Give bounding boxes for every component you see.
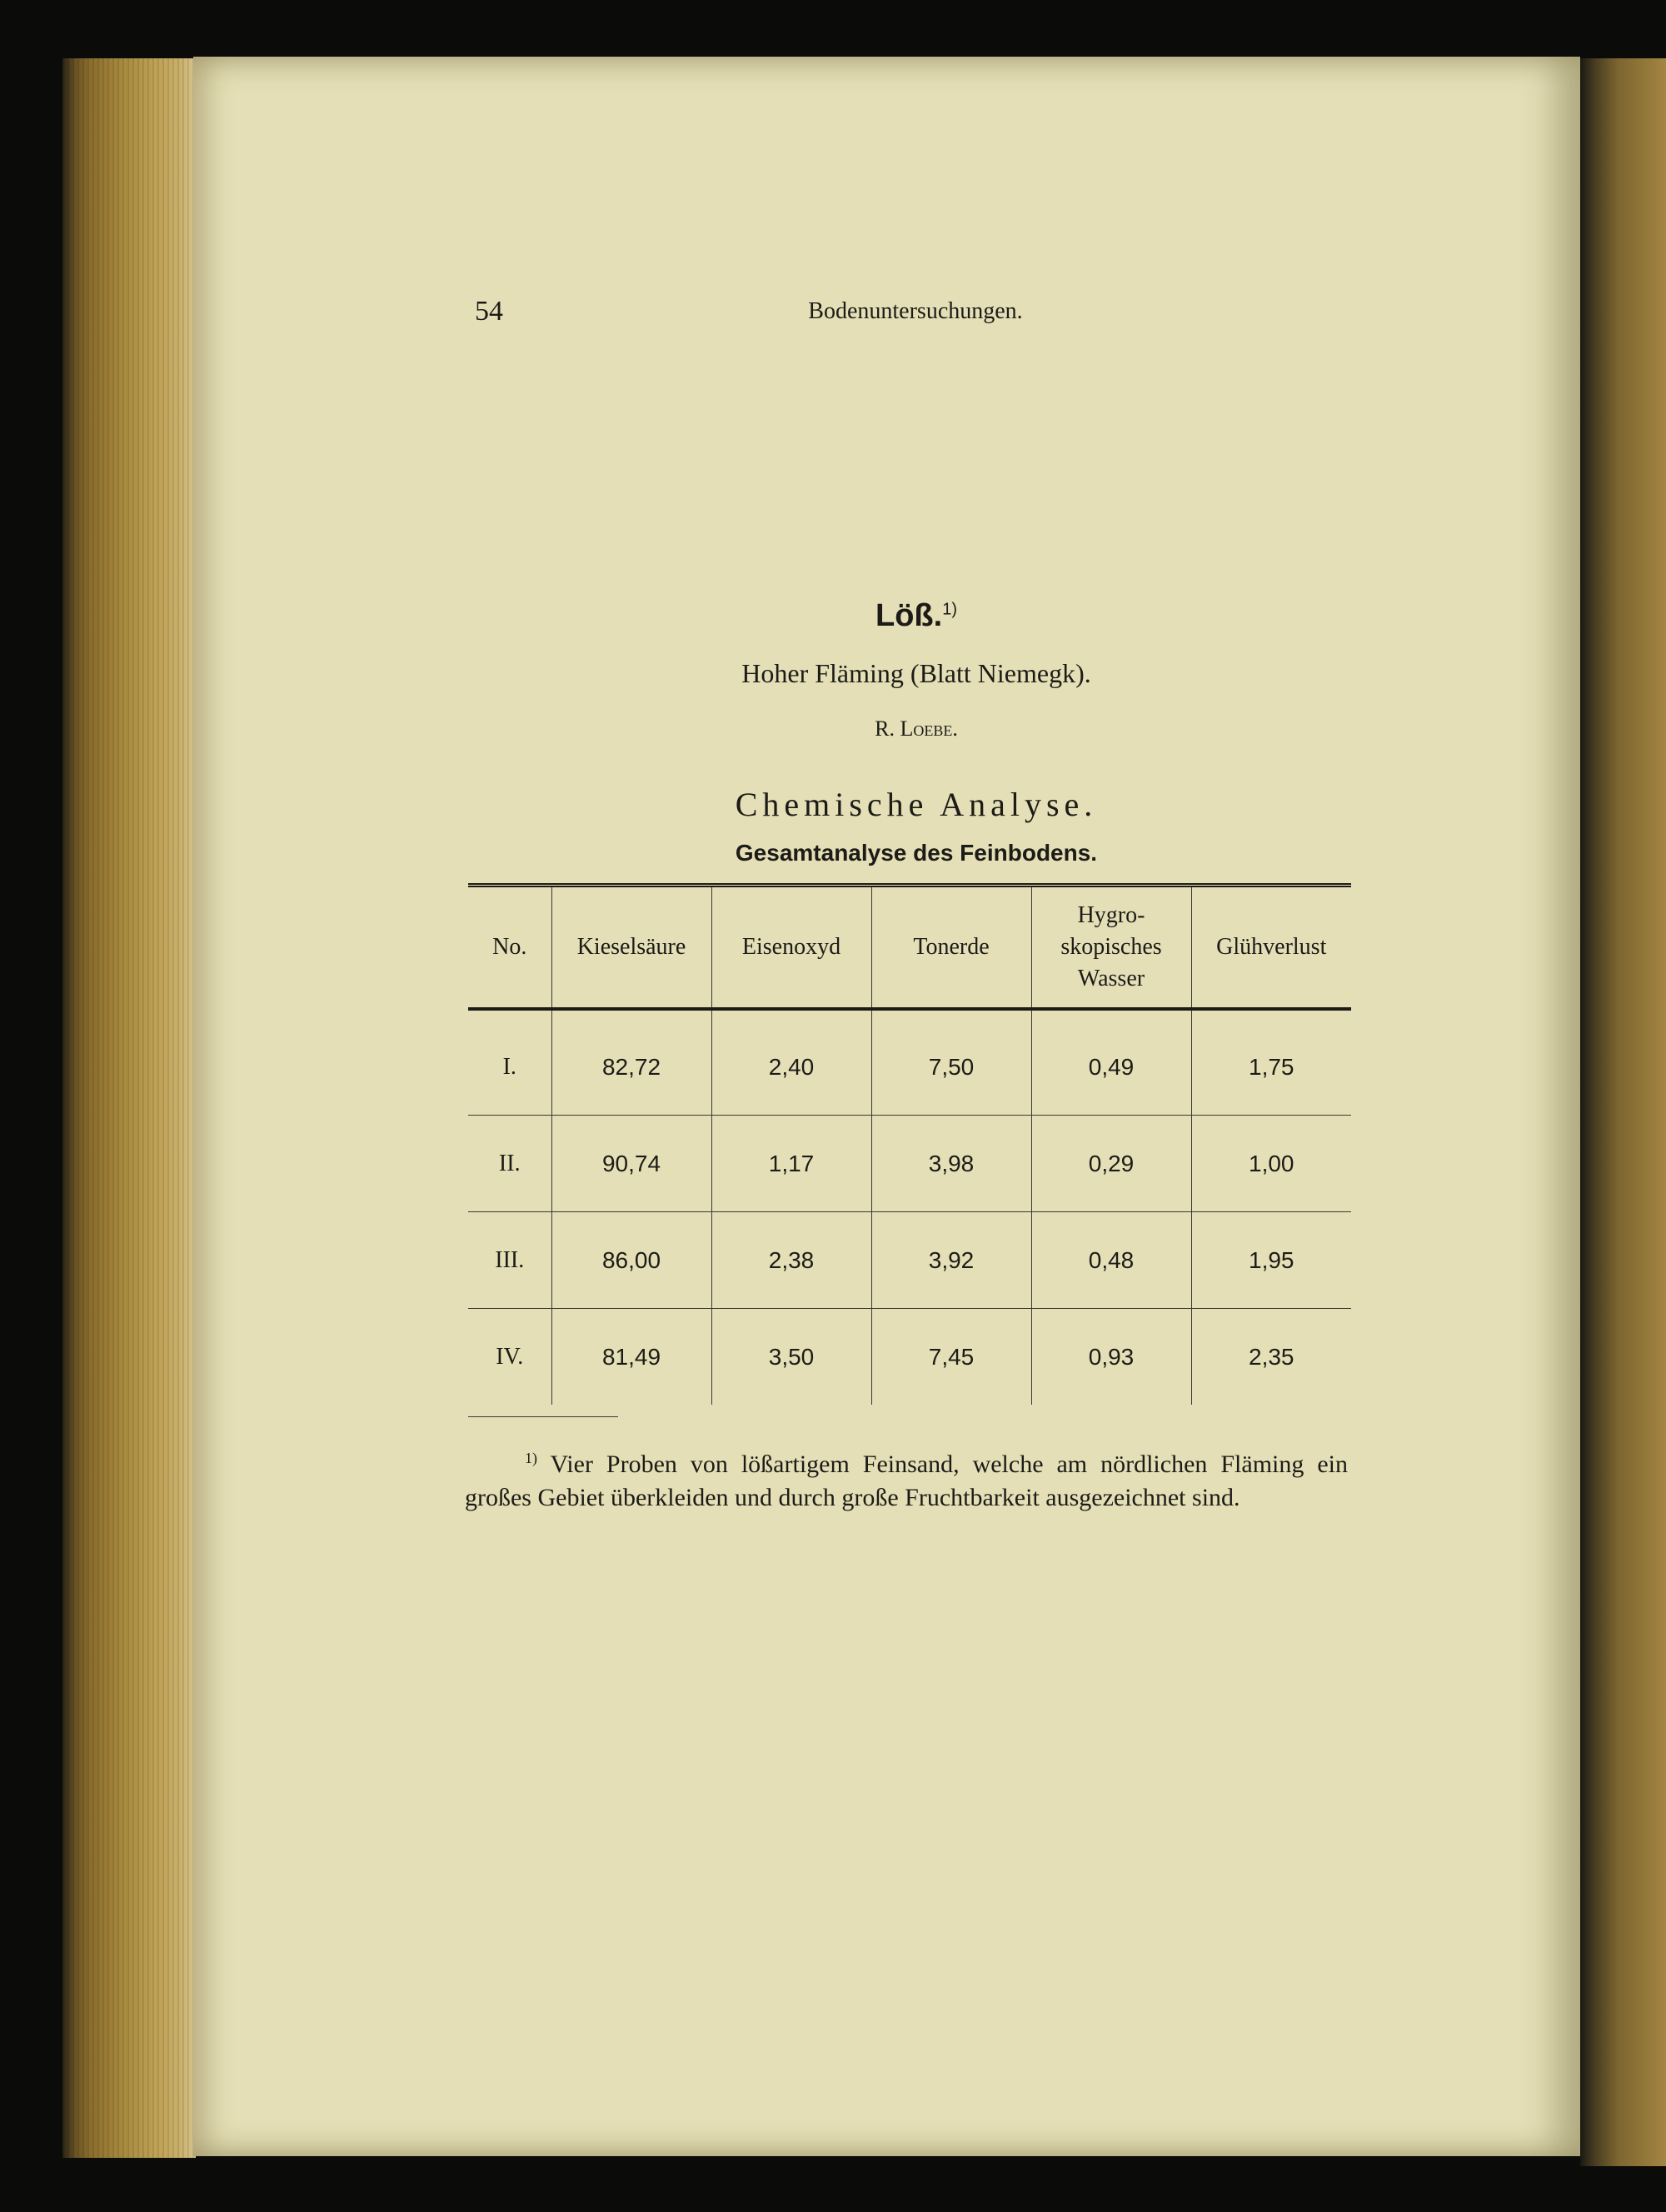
table-cell: 3,92 [871, 1212, 1031, 1309]
table-cell: IV. [468, 1309, 551, 1406]
analysis-subheading: Gesamtanalyse des Feinbodens. [735, 840, 1098, 866]
table-row [468, 1116, 1351, 1212]
footnote-marker: 1) [525, 1450, 537, 1466]
table-cell: 7,45 [871, 1309, 1031, 1406]
table-cell: 3,98 [871, 1116, 1031, 1212]
book-page-edges-left [62, 58, 196, 2158]
table-cell: 81,49 [551, 1309, 711, 1406]
section-title-text: Löß. [875, 598, 943, 633]
table-cell: 90,74 [551, 1116, 711, 1212]
table-row [468, 1009, 1351, 1116]
title-footnote-marker: 1) [942, 600, 957, 619]
table-cell: 0,49 [1031, 1009, 1191, 1116]
column-header: Tonerde [871, 886, 1031, 1010]
table-cell: I. [502, 1053, 516, 1080]
running-head: Bodenuntersuchungen. [808, 298, 1023, 324]
table-cell: 2,38 [711, 1212, 871, 1309]
section-title [0, 598, 1666, 634]
footnote-text: Vier Proben von lößartigem Feinsand, welche am nördlichen Fläming ein großes Gebiet überkleiden und durch große Fruchtbarkeit ausgezeichnet sind. [465, 1451, 1348, 1511]
table-cell: 1,17 [711, 1116, 871, 1212]
table-cell: 7,50 [871, 1009, 1031, 1116]
table-cell: 2,35 [1191, 1309, 1351, 1406]
table-row [468, 1309, 1351, 1406]
table-cell: II. [468, 1116, 551, 1212]
table-cell: 82,72 [551, 1009, 711, 1116]
table-cell: 86,00 [551, 1212, 711, 1309]
column-header: Kieselsäure [551, 886, 711, 1010]
column-header: Eisenoxyd [711, 886, 871, 1010]
table-cell: III. [468, 1212, 551, 1309]
footnote-rule [468, 1416, 618, 1417]
table-cell: 2,40 [711, 1009, 871, 1116]
table-cell: 3,50 [711, 1309, 871, 1406]
author-name: R. Loebe. [875, 717, 958, 741]
footnote [465, 1441, 1348, 1515]
table-cell: 0,48 [1031, 1212, 1191, 1309]
column-header: Hygro- skopisches Wasser [1031, 886, 1191, 1010]
table-cell: 1,95 [1191, 1212, 1351, 1309]
column-header: Glühverlust [1191, 886, 1351, 1010]
table-cell: 1,00 [1191, 1116, 1351, 1212]
section-subtitle: Hoher Fläming (Blatt Niemegk). [741, 658, 1091, 688]
table-cell: 0,93 [1031, 1309, 1191, 1406]
page-number: 54 [475, 296, 503, 327]
table-row [468, 1212, 1351, 1309]
table-header-row [468, 886, 1351, 1010]
analysis-heading: Chemische Analyse. [735, 786, 1098, 823]
book-page-edges-right [1580, 58, 1666, 2166]
table-cell: 1,75 [1191, 1009, 1351, 1116]
column-header: No. [468, 886, 551, 1010]
analysis-table [468, 883, 1351, 1405]
table-cell: 0,29 [1031, 1116, 1191, 1212]
